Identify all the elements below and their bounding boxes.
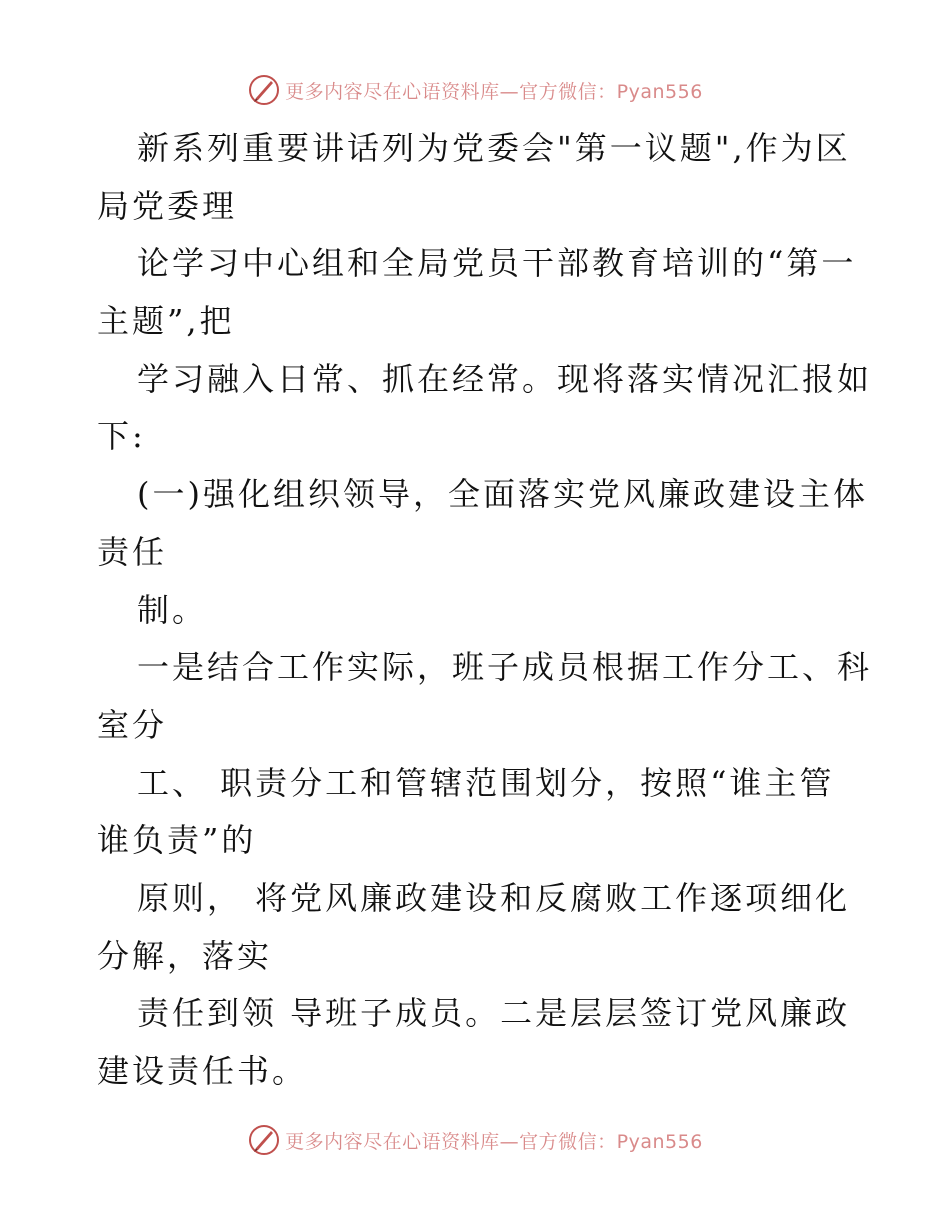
text-line: 责任 — [97, 532, 168, 571]
text-line: 主题”,把 — [97, 302, 235, 341]
text-line: 局党委理 — [97, 186, 238, 225]
text-line: (一)强化组织领导，全面落实党风廉政建设主体 — [137, 475, 868, 514]
text-line: 工、 职责分工和管辖范围划分，按照“谁主管 — [137, 763, 835, 802]
footer-watermark-text: 更多内容尽在心语资料库—官方微信：Pyan556 — [285, 1130, 703, 1153]
text-line: 制。 — [137, 590, 208, 629]
text-line: 论学习中心组和全局党员干部教育培训的“第一 — [137, 244, 857, 283]
text-line: 一是结合工作实际，班子成员根据工作分工、科 — [137, 648, 873, 687]
header-watermark-text: 更多内容尽在心语资料库—官方微信：Pyan556 — [285, 80, 703, 103]
text-line: 分解，落实 — [97, 936, 273, 975]
footer-watermark — [0, 1120, 950, 1160]
document-body — [97, 120, 873, 1101]
quill-pen-logo-icon — [247, 73, 281, 107]
text-line: 原则， 将党风廉政建设和反腐败工作逐项细化 — [137, 878, 851, 917]
text-line: 新系列重要讲话列为党委会"第一议题",作为区 — [137, 129, 851, 167]
text-line: 下: — [97, 417, 146, 456]
text-line: 学习融入日常、抓在经常。现将落实情况汇报如 — [137, 359, 873, 398]
quill-pen-logo-icon — [247, 1123, 281, 1157]
text-line: 室分 — [97, 705, 168, 744]
text-line: 责任到领 导班子成员。二是层层签订党风廉政 — [137, 994, 851, 1033]
header-watermark — [0, 70, 950, 110]
text-line: 谁负责”的 — [97, 821, 257, 860]
text-line: 建设责任书。 — [97, 1052, 308, 1090]
